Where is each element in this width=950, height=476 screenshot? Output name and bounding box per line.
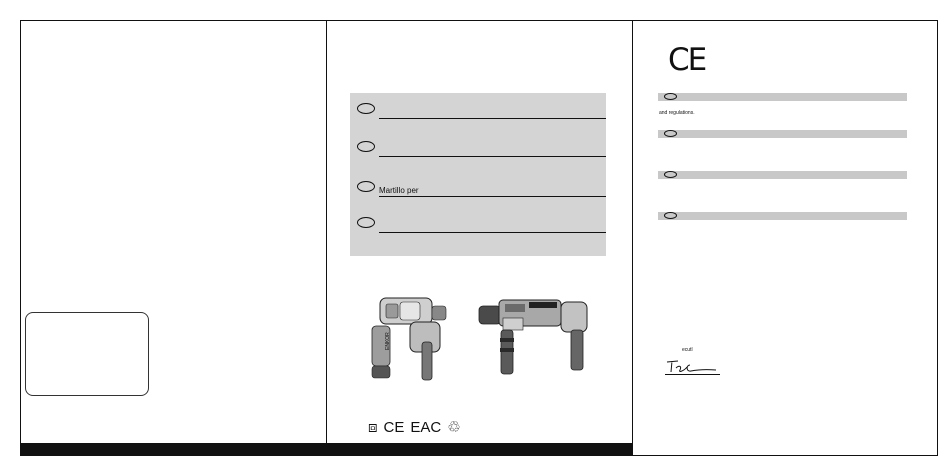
declaration-heading-bar-4 xyxy=(658,212,907,220)
declaration-text: and regulations. xyxy=(659,110,695,116)
underline xyxy=(379,232,606,233)
ce-mark-icon: CE xyxy=(383,419,405,436)
language-oval-icon xyxy=(357,103,375,114)
language-oval-icon xyxy=(664,130,677,137)
square-in-square-icon: ⧈ xyxy=(368,419,378,436)
panel-divider-left xyxy=(326,20,327,456)
language-oval-icon xyxy=(357,217,375,228)
language-oval-icon xyxy=(664,212,677,219)
declaration-heading-bar-3 xyxy=(658,171,907,179)
handwritten-signature xyxy=(664,357,724,375)
ce-mark: CE xyxy=(668,42,706,78)
language-line-text: Martillo per xyxy=(379,186,419,195)
language-line-1 xyxy=(357,103,606,119)
language-title-block xyxy=(350,93,606,256)
middle-footer-bar xyxy=(327,443,632,456)
declaration-heading-bar-1 xyxy=(658,93,907,101)
language-line-2 xyxy=(357,141,606,157)
language-oval-icon xyxy=(357,141,375,152)
recycling-icon: ♲ xyxy=(447,419,461,436)
underline xyxy=(379,118,606,119)
language-line-3 xyxy=(357,181,606,197)
underline xyxy=(379,156,606,157)
rotary-hammer-front-view xyxy=(360,290,460,385)
eac-mark-icon: EAC xyxy=(410,419,442,436)
language-oval-icon xyxy=(664,93,677,100)
language-line-4 xyxy=(357,217,606,233)
underline xyxy=(379,196,606,197)
label-placeholder-box xyxy=(25,312,149,396)
signature-line xyxy=(665,374,720,375)
language-oval-icon xyxy=(664,171,677,178)
signature-caption: ecutl xyxy=(682,347,693,353)
rotary-hammer-side-view xyxy=(475,292,605,382)
certification-marks xyxy=(368,420,461,435)
language-oval-icon xyxy=(357,181,375,192)
brand-text: ENKOR xyxy=(385,332,391,350)
panel-divider-right xyxy=(632,20,633,456)
declaration-heading-bar-2 xyxy=(658,130,907,138)
left-footer-bar xyxy=(20,443,327,456)
